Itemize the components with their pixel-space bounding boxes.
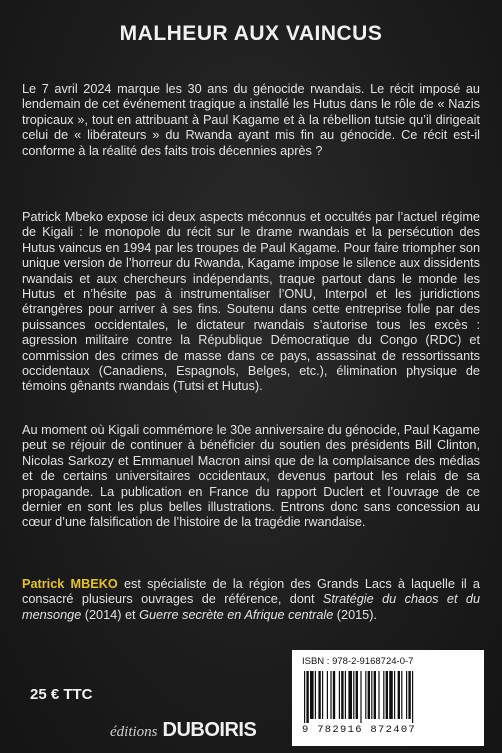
summary-paragraph-1: Le 7 avril 2024 marque les 30 ans du génocide rwandais. Le récit imposé au lendemain de cet événement tragique a installé les Hutus dans le rôle de « Nazis tropicaux », tout en attribuant à Paul Kagame et à la rébellion tutsie qu’il dirigeait celui de « libérateurs » du Rwanda ayant mis fin au génocide. Ce récit est-il conforme à la réalité des faits trois décennies après ? <box>22 82 480 158</box>
summary-paragraph-2: Patrick Mbeko expose ici deux aspects méconnus et occultés par l’actuel régime de Kigali : le monopole du récit sur le drame rwandais et la persécution des Hutus vaincus en 1994 par les troupes de Paul Kagame. Pour faire triompher son unique version de l’horreur du Rwanda, Kagame impose le silence aux dissidents rwandais et aux chercheurs indépendants, traque partout dans le monde les Hutus et n’hésite pas à instrumentaliser l’ONU, Interpol et les juridictions étrangères pour arriver à ses fins. Soutenu dans cette entreprise folle par des puissances occidentales, le dictateur rwandais s’autorise tous les excès : agression militaire contre la République Démocratique du Congo (RDC) et commission des crimes de masse dans ce pays, assassinat de ressortissants occidentaux (Canadiens, Espagnols, Belges, etc.), élimination physique de témoins gênants rwandais (Tutsi et Hutus). <box>22 210 480 394</box>
barcode-panel <box>292 650 484 746</box>
barcode-icon <box>302 671 474 723</box>
publisher-prefix: éditions <box>110 724 158 740</box>
author-bio-text-1: est spécialiste de la région des Grands Lacs à laquelle il a consacré plusieurs ouvrages de référence, dont <box>22 577 480 607</box>
book-title: MALHEUR AUX VAINCUS <box>119 22 383 45</box>
publisher-name: DUBOIRIS <box>162 719 257 741</box>
author-name: Patrick MBEKO <box>22 577 118 591</box>
book-reference-2: Guerre secrète en Afrique centrale <box>139 607 334 622</box>
book-reference-1: Stratégie du chaos et du mensonge <box>22 592 481 622</box>
price-label: 25 € TTC <box>30 686 93 703</box>
author-bio-text-3: (2015). <box>333 607 377 622</box>
publisher-logo <box>110 719 256 742</box>
summary-paragraph-3: Au moment où Kigali commémore le 30e anniversaire du génocide, Paul Kagame peut se réjouir de continuer à bénéficier du soutien des présidents Bill Clinton, Nicolas Sarkozy et Emmanuel Macron ainsi que de la complaisance des médias et de certains universitaires occidentaux, devenus partout les relais de sa propagande. La publication en France du rapport Duclert et l’ouvrage de ce dernier en sont les plus belles illustrations. Entrons donc sans concession au cœur d’une falsification de l’histoire de la tragédie rwandaise. <box>22 423 480 530</box>
ean-number: 9 782916 872407 <box>302 724 417 736</box>
isbn-label: ISBN : 978-2-9168724-0-7 <box>302 656 414 667</box>
author-bio <box>22 577 480 623</box>
author-bio-text-2: (2014) et <box>81 607 140 622</box>
